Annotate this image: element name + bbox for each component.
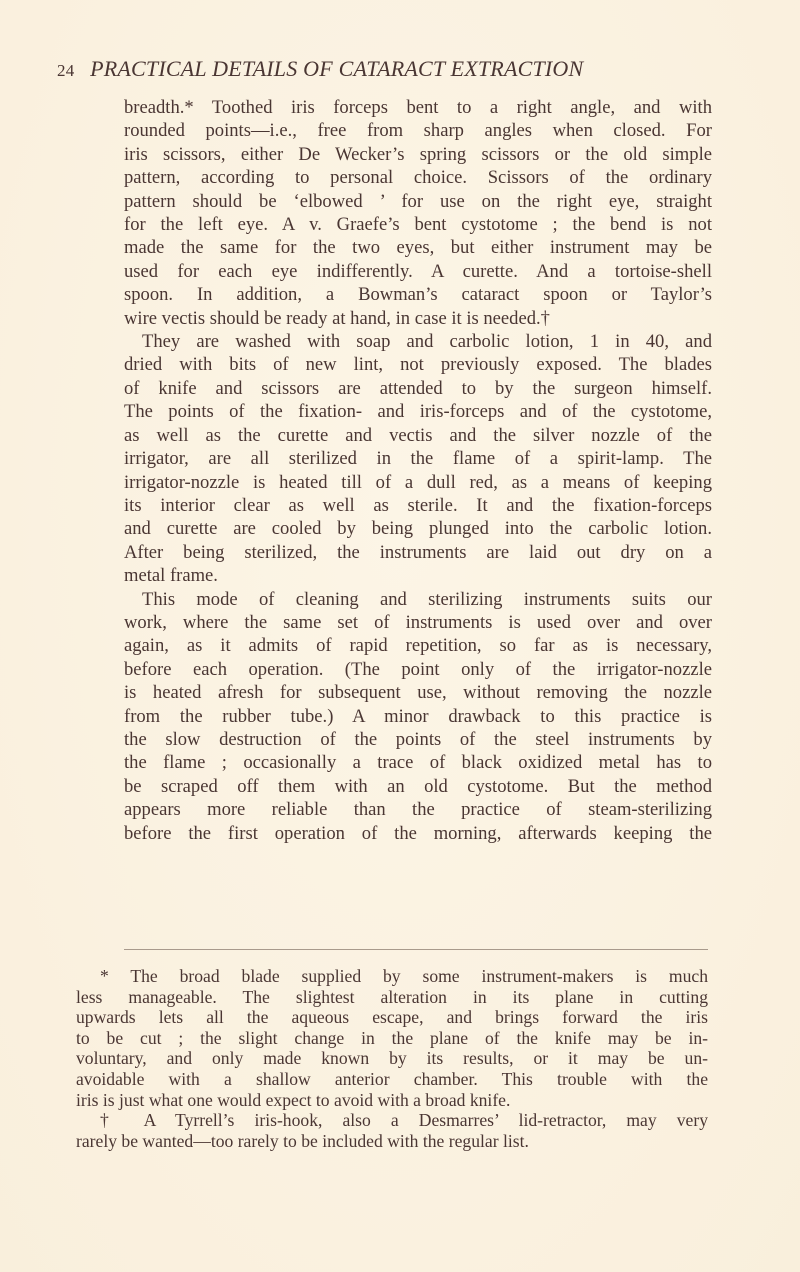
footnote-asterisk: [76, 966, 708, 1110]
text-line: is heated afresh for subsequent use, without removing the nozzle: [124, 682, 712, 704]
text-line: before the first operation of the morning, afterwards keeping the: [124, 822, 712, 844]
text-line: spoon. In addition, a Bowman’s cataract spoon or Taylor’s: [124, 284, 712, 306]
text-line: This mode of cleaning and sterilizing instruments suits our: [142, 588, 712, 610]
footnote-line: voluntary, and only made known by its results, or it may be un-: [76, 1048, 708, 1069]
text-line: be scraped off them with an old cystotome. But the method: [124, 775, 712, 797]
text-line: metal frame.: [124, 565, 218, 587]
text-line: appears more reliable than the practice of steam-sterilizing: [124, 799, 712, 821]
text-line: of knife and scissors are attended to by the surgeon himself.: [124, 377, 712, 399]
footnote-line: upwards lets all the aqueous escape, and brings forward the iris: [76, 1007, 708, 1028]
text-line: its interior clear as well as sterile. It and the fixation-forceps: [124, 494, 712, 516]
text-line: They are washed with soap and carbolic lotion, 1 in 40, and: [142, 331, 712, 353]
text-line: After being sterilized, the instruments are laid out dry on a: [124, 541, 712, 563]
footnote-separator: [124, 949, 708, 950]
text-line: work, where the same set of instruments is used over and over: [124, 611, 712, 633]
page-number: 24: [57, 61, 75, 80]
footnote-line: less manageable. The slightest alteration in its plane in cutting: [76, 986, 708, 1007]
text-line: used for each eye indifferently. A curette. And a tortoise-shell: [124, 260, 712, 282]
footnotes: [76, 966, 708, 1151]
paragraph-3: [124, 588, 712, 845]
paragraph-2: [124, 330, 712, 587]
footnote-line: † A Tyrrell’s iris-hook, also a Desmarres’ lid-retractor, may very: [100, 1110, 708, 1131]
running-title: PRACTICAL DETAILS OF CATARACT EXTRACTION: [90, 56, 584, 81]
text-line: the flame ; occasionally a trace of black oxidized metal has to: [124, 752, 712, 774]
running-head: [57, 56, 757, 82]
text-line: the slow destruction of the points of the steel instruments by: [124, 728, 712, 750]
text-line: pattern, according to personal choice. Scissors of the ordinary: [124, 167, 712, 189]
text-line: before each operation. (The point only of the irrigator-nozzle: [124, 658, 712, 680]
text-line: iris scissors, either De Wecker’s spring scissors or the old simple: [124, 143, 712, 165]
text-line: as well as the curette and vectis and the silver nozzle of the: [124, 424, 712, 446]
text-line: The points of the fixation- and iris-forceps and of the cystotome,: [124, 401, 712, 423]
text-line: again, as it admits of rapid repetition, so far as is necessary,: [124, 635, 712, 657]
text-line: rounded points—i.e., free from sharp angles when closed. For: [124, 120, 712, 142]
footnote-line: * The broad blade supplied by some instrument-makers is much: [100, 966, 708, 986]
text-line: dried with bits of new lint, not previously exposed. The blades: [124, 354, 712, 376]
footnote-line: to be cut ; the slight change in the plane of the knife may be in-: [76, 1027, 708, 1048]
footnote-line: iris is just what one would expect to avoid with a broad knife.: [76, 1089, 511, 1110]
text-line: for the left eye. A v. Graefe’s bent cystotome ; the bend is not: [124, 214, 712, 236]
text-line: from the rubber tube.) A minor drawback to this practice is: [124, 705, 712, 727]
text-line: wire vectis should be ready at hand, in case it is needed.†: [124, 307, 550, 329]
body-text: [124, 96, 712, 845]
paragraph-1: [124, 96, 712, 330]
text-line: breadth.* Toothed iris forceps bent to a right angle, and with: [124, 97, 712, 118]
text-line: irrigator-nozzle is heated till of a dull red, as a means of keeping: [124, 471, 712, 493]
text-line: made the same for the two eyes, but either instrument may be: [124, 237, 712, 259]
text-line: pattern should be ‘elbowed ’ for use on the right eye, straight: [124, 190, 712, 212]
footnote-line: avoidable with a shallow anterior chamber. This trouble with the: [76, 1068, 708, 1089]
text-line: irrigator, are all sterilized in the flame of a spirit-lamp. The: [124, 448, 712, 470]
text-line: and curette are cooled by being plunged into the carbolic lotion.: [124, 518, 712, 540]
footnote-dagger: [76, 1110, 708, 1151]
footnote-line: rarely be wanted—too rarely to be included with the regular list.: [76, 1130, 529, 1151]
